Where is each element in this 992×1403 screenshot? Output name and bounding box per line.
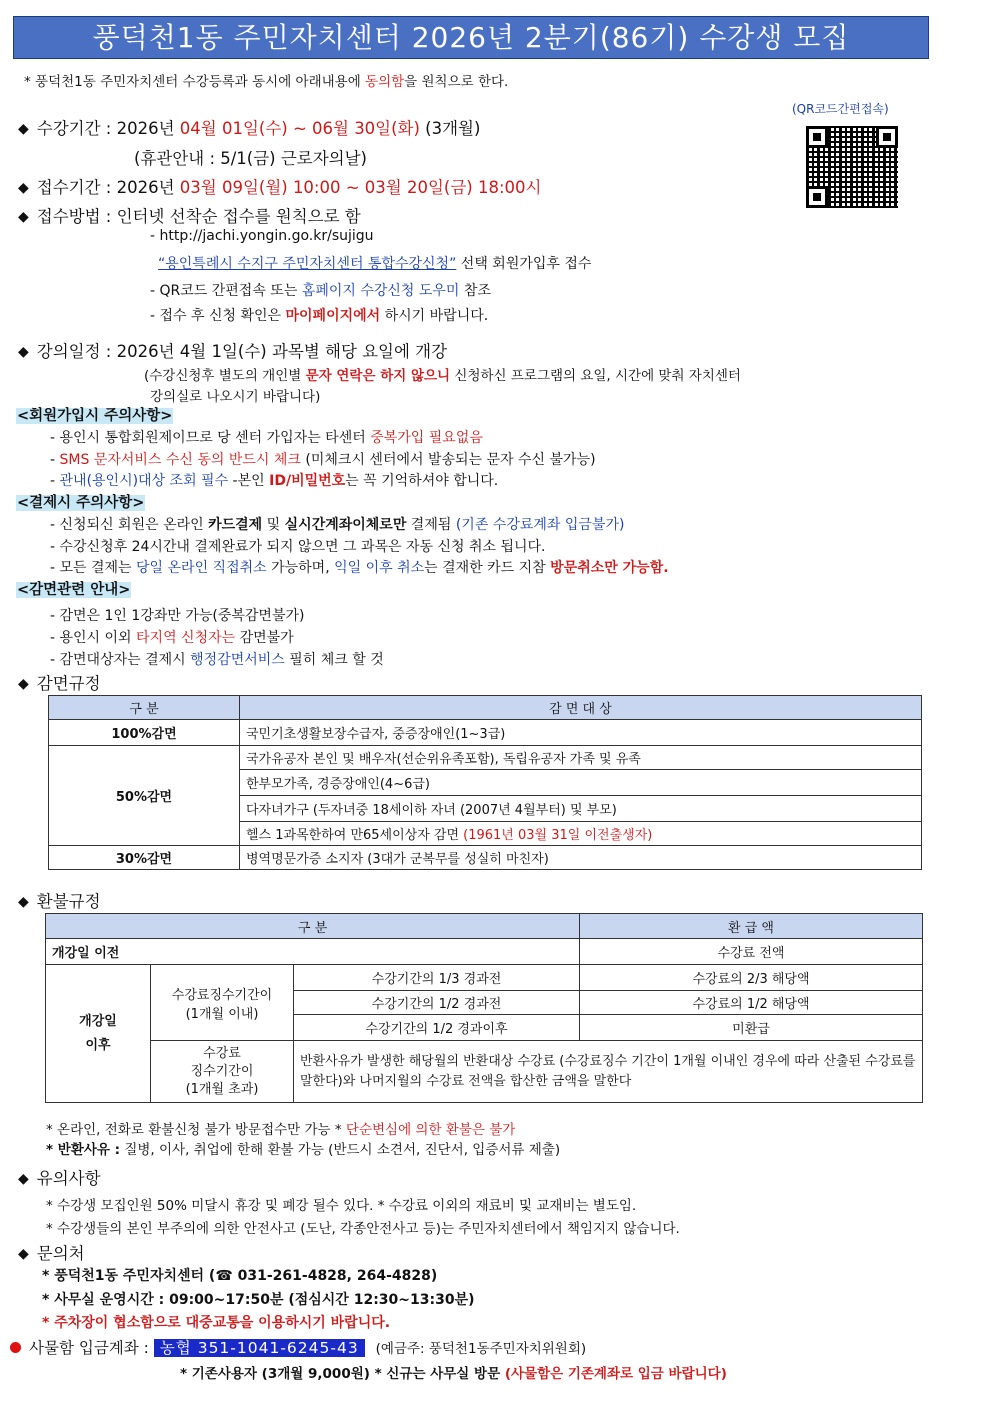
refund-before: 개강일 이전	[46, 939, 580, 965]
member-heading: <회원가입시 주의사항>	[17, 408, 173, 424]
schedule-line: ◆ 강의일정 : 2026년 4월 1일(수) 과목별 해당 요일에 개강	[18, 342, 448, 361]
discount-line-1: - 감면은 1인 1강좌만 가능(중복감면불가)	[50, 608, 305, 624]
locker-account-number[interactable]: 농협 351-1041-6245-43	[154, 1339, 365, 1357]
member-line-2: - SMS 문자서비스 수신 동의 반드시 체크 (미체크시 센터에서 발송되는 문자 수신 불가능)	[50, 452, 596, 468]
integrated-signup-link[interactable]: “용인특례시 수지구 주민자치센터 통합수강신청”	[158, 256, 457, 272]
diamond-icon: ◆	[18, 676, 29, 692]
method-url[interactable]: - http://jachi.yongin.go.kr/sujigu	[150, 228, 374, 244]
contact-phone: * 풍덕천1동 주민자치센터 (☎ 031-261-4828, 264-4828)	[42, 1268, 438, 1284]
period-line: ◆ 수강기간 : 2026년 04월 01일(수) ~ 06월 30일(화) (3개월)	[18, 119, 481, 138]
refund-w2-amount: 수강료의 1/2 해당액	[580, 991, 923, 1015]
schedule-note-2: 강의실로 나오시기 바랍니다)	[150, 389, 321, 405]
contact-label: ◆ 문의처	[18, 1244, 85, 1263]
payment-line-3: - 모든 결제는 당일 온라인 직접취소 가능하며, 익일 이후 취소는 결재한 카드 지참 방문취소만 가능함.	[50, 560, 669, 576]
discount-50-target-4: 헬스 1과목한하여 만65세이상자 감면 (1961년 03월 31일 이전출생자)	[240, 822, 922, 846]
discount-table	[48, 695, 922, 870]
diamond-icon: ◆	[18, 344, 29, 360]
refund-within-month: 수강료징수기간이 (1개월 이내)	[151, 965, 294, 1041]
discount-header-category: 구 분	[49, 696, 240, 720]
refund-w3: 수강기간의 1/2 경과이후	[294, 1015, 580, 1041]
contact-parking: * 주차장이 협소함으로 대중교통을 이용하시기 바랍니다.	[42, 1315, 391, 1331]
discount-line-2: - 용인시 이외 타지역 신청자는 감면불가	[50, 630, 294, 646]
refund-w1-amount: 수강료의 2/3 해당액	[580, 965, 923, 991]
method-qr-line: - QR코드 간편접속 또는 홈페이지 수강신청 도우미 참조	[150, 283, 491, 299]
refund-table	[45, 913, 923, 1103]
method-link-line: “용인특례시 수지구 주민자치센터 통합수강신청” 선택 회원가입후 접수	[158, 256, 592, 272]
refund-header-amount: 환 급 액	[580, 914, 923, 939]
discount-50-target-3: 다자녀가구 (두자녀중 18세이하 자녀 (2007년 4월부터) 및 부모)	[240, 796, 922, 822]
locker-account-line: 사물함 입금계좌 : 농협 351-1041-6245-43 (예금주: 풍덕천1동주민자치위원회)	[10, 1336, 586, 1358]
diamond-icon: ◆	[18, 121, 29, 137]
caution-line-2: * 수강생들의 본인 부주의에 의한 안전사고 (도난, 각종안전사고 등)는 주민자치센터에서 책임지지 않습니다.	[46, 1221, 680, 1237]
caution-label: ◆ 유의사항	[18, 1169, 101, 1188]
discount-heading: <감면관련 안내>	[17, 582, 131, 598]
caution-line-1: * 수강생 모집인원 50% 미달시 휴강 및 폐강 될수 있다. * 수강료 이외의 재료비 및 교재비는 별도임.	[46, 1198, 637, 1214]
intro-note: * 풍덕천1동 주민자치센터 수강등록과 동시에 아래내용에 동의함을 원칙으로 한다.	[24, 74, 509, 90]
refund-w3-amount: 미환급	[580, 1015, 923, 1041]
diamond-icon: ◆	[18, 180, 29, 196]
discount-50-target-2: 한부모가족, 경증장애인(4~6급)	[240, 770, 922, 796]
page-title: 풍덕천1동 주민자치센터 2026년 2분기(86기) 수강생 모집	[13, 16, 929, 59]
qr-code[interactable]	[806, 126, 898, 208]
member-line-3: - 관내(용인시)대상 조회 필수 -본인 ID/비밀번호는 꼭 기억하셔야 합니다.	[50, 473, 499, 489]
qr-label: (QR코드간편접속)	[792, 102, 889, 116]
refund-over-month: 수강료 징수기간이 (1개월 초과)	[151, 1041, 294, 1103]
discount-50: 50%감면	[49, 746, 240, 846]
discount-100: 100%감면	[49, 720, 240, 746]
red-dot-icon	[10, 1342, 21, 1353]
diamond-icon: ◆	[18, 1171, 29, 1187]
discount-50-target-1: 국가유공자 본인 및 배우자(선순위유족포함), 독립유공자 가족 및 유족	[240, 746, 922, 770]
diamond-icon: ◆	[18, 894, 29, 910]
refund-after: 개강일 이후	[46, 965, 151, 1103]
refund-header-category: 구 분	[46, 914, 580, 939]
diamond-icon: ◆	[18, 209, 29, 225]
holiday-note: (휴관안내 : 5/1(금) 근로자의날)	[134, 149, 367, 168]
discount-line-3: - 감면대상자는 결제시 행정감면서비스 필히 체크 할 것	[50, 652, 384, 668]
payment-line-1: - 신청되신 회원은 온라인 카드결제 및 실시간계좌이체로만 결제됨 (기존 수강료계좌 입금불가)	[50, 517, 625, 533]
contact-hours: * 사무실 운영시간 : 09:00~17:50분 (점심시간 12:30~13:30분)	[42, 1292, 475, 1308]
discount-30-target: 병역명문가증 소지자 (3대가 군복무를 성실히 마친자)	[240, 846, 922, 870]
refund-w1: 수강기간의 1/3 경과전	[294, 965, 580, 991]
method-confirm-line: - 접수 후 신청 확인은 마이페이지에서 하시기 바랍니다.	[150, 308, 489, 324]
discount-header-target: 감 면 대 상	[240, 696, 922, 720]
schedule-note-1: (수강신청후 별도의 개인별 문자 연락은 하지 않으니 신청하신 프로그램의 요일, 시간에 맞춰 자치센터	[144, 368, 741, 384]
member-line-1: - 용인시 통합회원제이므로 당 센터 가입자는 타센터 중복가입 필요없음	[50, 430, 483, 446]
refund-label: ◆ 환불규정	[18, 892, 101, 911]
discount-30: 30%감면	[49, 846, 240, 870]
discount-100-target: 국민기초생활보장수급자, 중증장애인(1~3급)	[240, 720, 922, 746]
reception-line: ◆ 접수기간 : 2026년 03월 09일(월) 10:00 ~ 03월 20일(금) 18:00시	[18, 178, 542, 197]
payment-heading: <결제시 주의사항>	[17, 495, 145, 511]
refund-over-text: 반환사유가 발생한 해당월의 반환대상 수강료 (수강료징수 기간이 1개월 이내인 경우에 따라 산출된 수강료를 말한다)와 나머지월의 수강료 전액을 합산한 금액을 말한다	[294, 1041, 923, 1103]
payment-line-2: - 수강신청후 24시간내 결제완료가 되지 않으면 그 과목은 자동 신청 취소 됩니다.	[50, 539, 546, 555]
refund-note-1: * 온라인, 전화로 환불신청 불가 방문접수만 가능 * 단순변심에 의한 환불은 불가	[46, 1122, 516, 1138]
refund-w2: 수강기간의 1/2 경과전	[294, 991, 580, 1015]
refund-before-amount: 수강료 전액	[580, 939, 923, 965]
locker-note: * 기존사용자 (3개월 9,000원) * 신규는 사무실 방문 (사물함은 기존계좌로 입금 바랍니다)	[180, 1366, 727, 1382]
diamond-icon: ◆	[18, 1246, 29, 1262]
method-line: ◆ 접수방법 : 인터넷 선착순 접수를 원칙으로 함	[18, 207, 361, 226]
discount-rules-label: ◆ 감면규정	[18, 674, 101, 693]
refund-note-2: * 반환사유 : 질병, 이사, 취업에 한해 환불 가능 (반드시 소견서, 진단서, 입증서류 제출)	[46, 1142, 561, 1158]
